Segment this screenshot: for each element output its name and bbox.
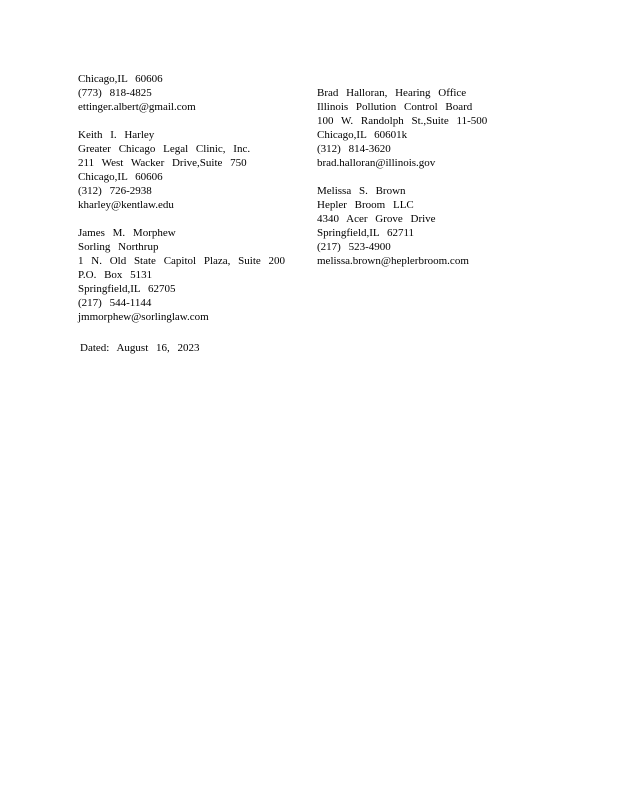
- address-name-line: Brad Halloran, Hearing Office: [317, 87, 467, 99]
- address-email-line: melissa.brown@heplerbroom.com: [317, 255, 469, 267]
- address-org-line: Greater Chicago Legal Clinic, Inc.: [78, 143, 251, 155]
- address-block-harley: [78, 128, 308, 212]
- address-phone-line: (312) 726-2938: [78, 185, 152, 197]
- dated-line: Dated: August 16, 2023: [80, 342, 200, 354]
- address-org-line: Illinois Pollution Control Board: [317, 101, 473, 113]
- address-city-line: Chicago,IL 60606: [78, 73, 163, 85]
- address-email-line: kharley@kentlaw.edu: [78, 199, 174, 211]
- address-block-ettinger: [78, 72, 308, 114]
- address-city-line: Chicago,IL 60601k: [317, 129, 408, 141]
- address-block-brown: [317, 184, 547, 268]
- address-street-line: 4340 Acer Grove Drive: [317, 213, 436, 225]
- address-street-line: 211 West Wacker Drive,Suite 750: [78, 157, 247, 169]
- address-email-line: ettinger.albert@gmail.com: [78, 101, 196, 113]
- left-address-column: [78, 72, 308, 338]
- address-city-line: Springfield,IL 62705: [78, 283, 176, 295]
- address-block-halloran: [317, 86, 547, 170]
- address-email-line: brad.halloran@illinois.gov: [317, 157, 436, 169]
- address-org-line: Sorling Northrup: [78, 241, 159, 253]
- address-name-line: James M. Morphew: [78, 227, 176, 239]
- address-email-line: jmmorphew@sorlinglaw.com: [78, 311, 209, 323]
- address-block-morphew: [78, 226, 308, 324]
- address-phone-line: (217) 523-4900: [317, 241, 391, 253]
- address-name-line: Keith I. Harley: [78, 129, 155, 141]
- address-name-line: Melissa S. Brown: [317, 185, 406, 197]
- address-phone-line: (773) 818-4825: [78, 87, 152, 99]
- address-phone-line: (312) 814-3620: [317, 143, 391, 155]
- address-street-line: 100 W. Randolph St.,Suite 11-500: [317, 115, 488, 127]
- address-city-line: Springfield,IL 62711: [317, 227, 415, 239]
- address-city-line: Chicago,IL 60606: [78, 171, 163, 183]
- address-phone-line: (217) 544-1144: [78, 297, 152, 309]
- address-org-line: Hepler Broom LLC: [317, 199, 414, 211]
- address-pobox-line: P.O. Box 5131: [78, 269, 153, 281]
- right-address-column: [317, 86, 547, 282]
- address-street-line: 1 N. Old State Capitol Plaza, Suite 200: [78, 255, 286, 267]
